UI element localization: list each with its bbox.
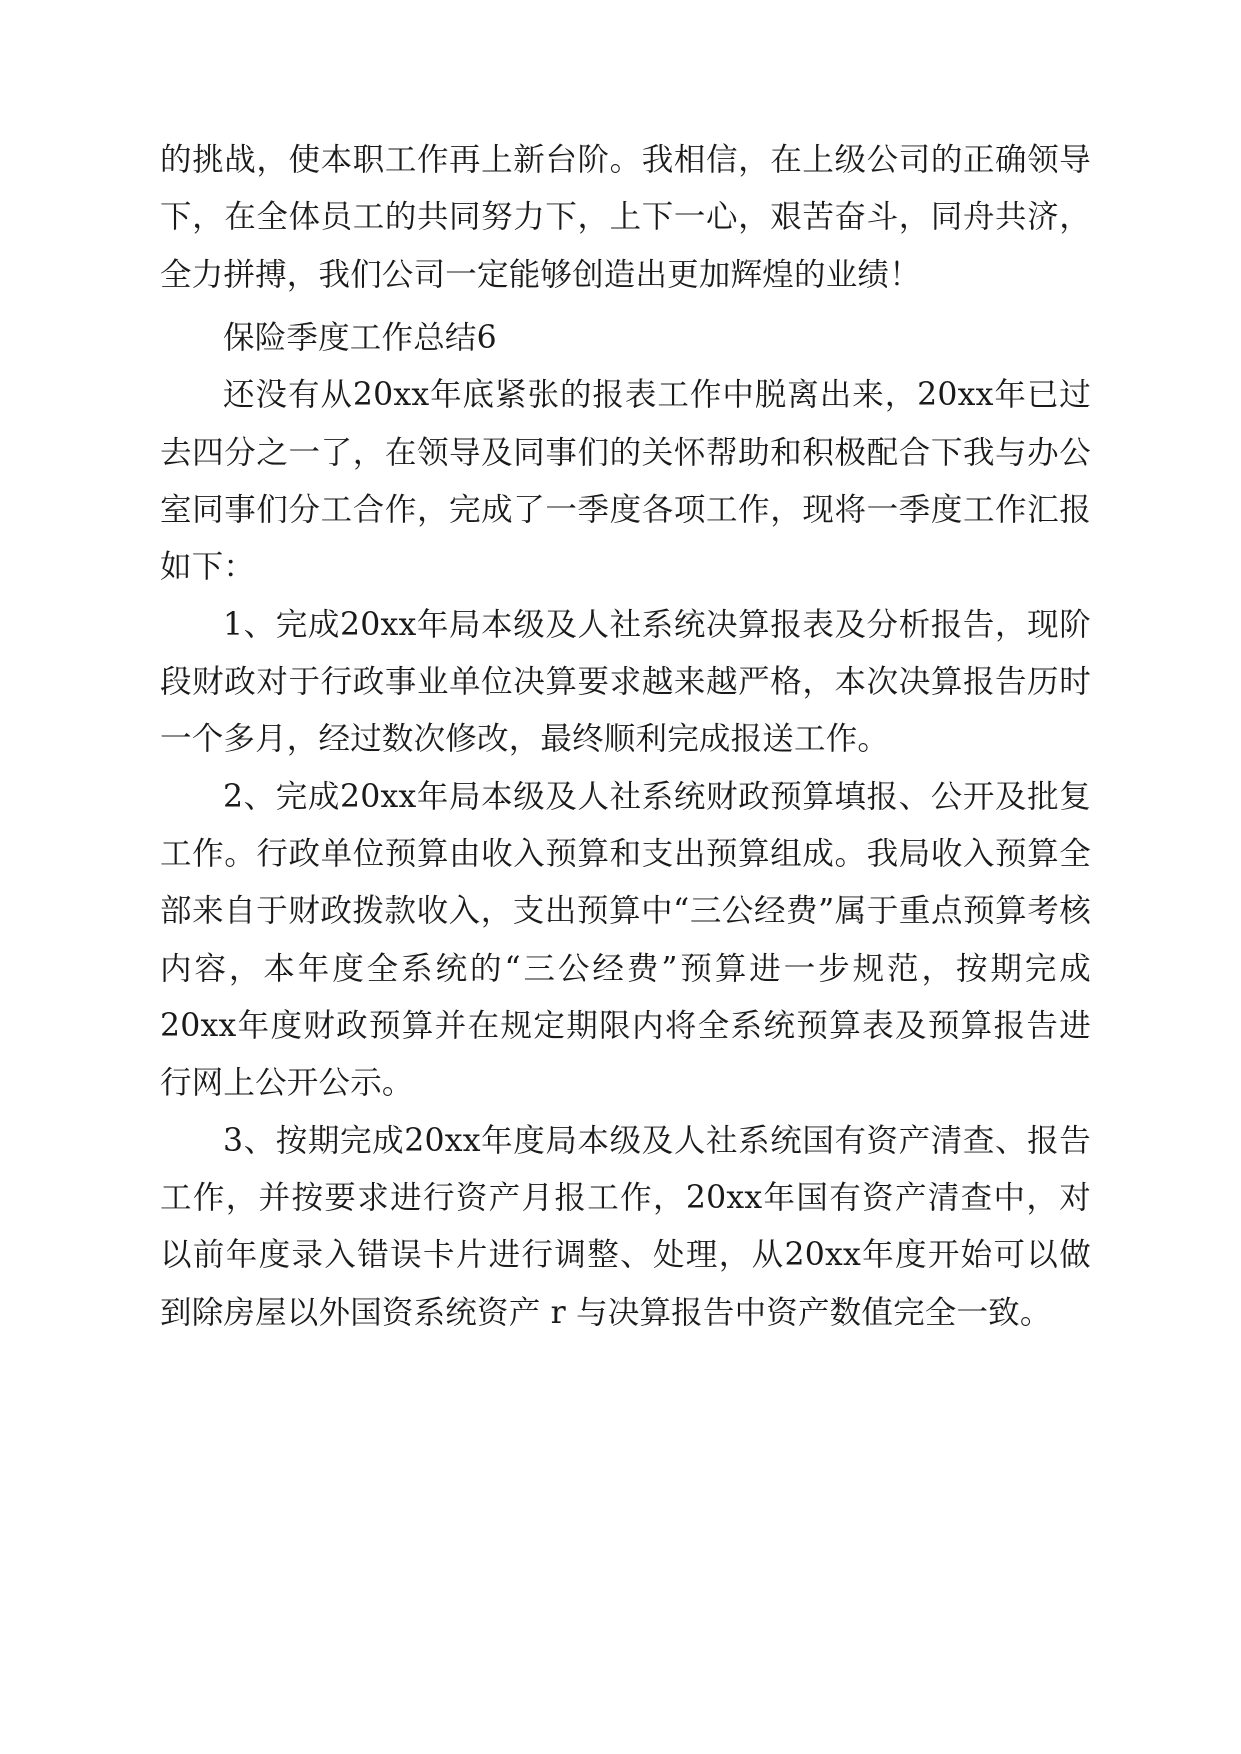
paragraph-item-2: 2、完成20xx年局本级及人社系统财政预算填报、公开及批复工作。行政单位预算由收入预算和支出预算组成。我局收入预算全部来自于财政拨款收入，支出预算中“三公经费”属于重点预算考核内容，本年度全系统的“三公经费”预算进一步规范，按期完成20xx年度财政预算并在规定期限内将全系统预算表及预算报告进行网上公开公示。 bbox=[160, 778, 1091, 1102]
paragraph-intro: 还没有从20xx年底紧张的报表工作中脱离出来，20xx年已过去四分之一了，在领导及同事们的关怀帮助和积极配合下我与办公室同事们分工合作，完成了一季度各项工作，现将一季度工作汇报如下： bbox=[160, 377, 1091, 586]
document-body bbox=[160, 132, 1091, 1342]
section-heading: 保险季度工作总结6 bbox=[223, 319, 497, 356]
paragraph-item-1: 1、完成20xx年局本级及人社系统决算报表及分析报告，现阶段财政对于行政事业单位决算要求越来越严格，本次决算报告历时一个多月，经过数次修改，最终顺利完成报送工作。 bbox=[160, 606, 1091, 758]
paragraph-continuation: 的挑战，使本职工作再上新台阶。我相信，在上级公司的正确领导下，在全体员工的共同努力下，上下一心，艰苦奋斗，同舟共济，全力拼搏，我们公司一定能够创造出更加辉煌的业绩！ bbox=[160, 142, 1091, 293]
paragraph-item-3: 3、按期完成20xx年度局本级及人社系统国有资产清查、报告工作，并按要求进行资产月报工作，20xx年国有资产清查中，对以前年度录入错误卡片进行调整、处理，从20xx年度开始可以做到除房屋以外国资系统资产 r 与决算报告中资产数值完全一致。 bbox=[160, 1122, 1091, 1331]
